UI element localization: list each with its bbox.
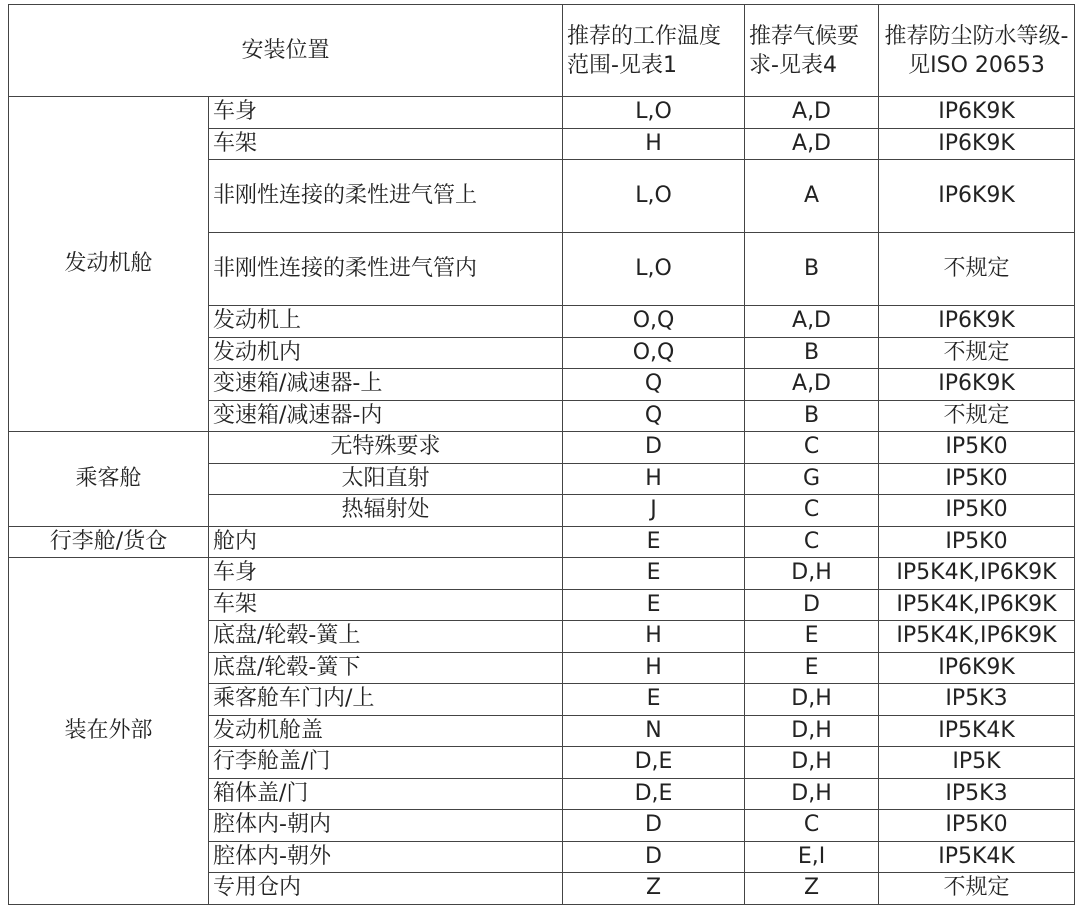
- group-cell: 发动机舱: [9, 97, 209, 432]
- protection-cell: IP5K3: [879, 684, 1075, 716]
- climate-cell: D,H: [745, 684, 879, 716]
- temperature-cell: E: [563, 684, 745, 716]
- protection-cell: IP5K4K: [879, 715, 1075, 747]
- sub-location-cell: 变速箱/减速器-上: [209, 369, 563, 401]
- climate-cell: D,H: [745, 747, 879, 779]
- sub-location-cell: 非刚性连接的柔性进气管内: [209, 233, 563, 306]
- sub-location-cell: 发动机上: [209, 306, 563, 338]
- header-location: 安装位置: [9, 5, 563, 97]
- temperature-cell: H: [563, 463, 745, 495]
- temperature-cell: D,E: [563, 747, 745, 779]
- table-row: [9, 526, 1075, 558]
- temperature-cell: L,O: [563, 160, 745, 233]
- climate-cell: A: [745, 160, 879, 233]
- sub-location-cell: 无特殊要求: [209, 432, 563, 464]
- climate-cell: G: [745, 463, 879, 495]
- group-cell: 装在外部: [9, 558, 209, 905]
- temperature-cell: N: [563, 715, 745, 747]
- temperature-cell: D: [563, 810, 745, 842]
- climate-cell: D: [745, 589, 879, 621]
- header-row: [9, 5, 1075, 97]
- protection-cell: IP5K4K,IP6K9K: [879, 558, 1075, 590]
- temperature-cell: E: [563, 526, 745, 558]
- protection-cell: 不规定: [879, 400, 1075, 432]
- group-cell: 行李舱/货仓: [9, 526, 209, 558]
- protection-cell: IP6K9K: [879, 128, 1075, 160]
- climate-cell: D,H: [745, 558, 879, 590]
- sub-location-cell: 非刚性连接的柔性进气管上: [209, 160, 563, 233]
- sub-location-cell: 腔体内-朝内: [209, 810, 563, 842]
- sub-location-cell: 专用仓内: [209, 873, 563, 905]
- temperature-cell: O,Q: [563, 337, 745, 369]
- temperature-cell: H: [563, 621, 745, 653]
- protection-cell: IP6K9K: [879, 306, 1075, 338]
- climate-cell: B: [745, 337, 879, 369]
- sub-location-cell: 车身: [209, 558, 563, 590]
- protection-cell: IP6K9K: [879, 160, 1075, 233]
- climate-cell: A,D: [745, 306, 879, 338]
- header-climate: 推荐气候要求-见表4: [745, 5, 879, 97]
- sub-location-cell: 行李舱盖/门: [209, 747, 563, 779]
- temperature-cell: D: [563, 432, 745, 464]
- climate-cell: C: [745, 432, 879, 464]
- climate-cell: D,H: [745, 715, 879, 747]
- protection-cell: IP5K0: [879, 432, 1075, 464]
- temperature-cell: Q: [563, 369, 745, 401]
- sub-location-cell: 热辐射处: [209, 495, 563, 527]
- protection-cell: IP5K4K,IP6K9K: [879, 589, 1075, 621]
- protection-cell: 不规定: [879, 873, 1075, 905]
- sub-location-cell: 底盘/轮毂-簧下: [209, 652, 563, 684]
- temperature-cell: Q: [563, 400, 745, 432]
- climate-cell: E: [745, 652, 879, 684]
- temperature-cell: Z: [563, 873, 745, 905]
- table-row: [9, 97, 1075, 129]
- protection-cell: IP5K4K: [879, 841, 1075, 873]
- temperature-cell: O,Q: [563, 306, 745, 338]
- temperature-cell: J: [563, 495, 745, 527]
- sub-location-cell: 腔体内-朝外: [209, 841, 563, 873]
- protection-cell: IP5K0: [879, 495, 1075, 527]
- temperature-cell: L,O: [563, 97, 745, 129]
- climate-cell: C: [745, 495, 879, 527]
- temperature-cell: H: [563, 652, 745, 684]
- protection-cell: IP5K0: [879, 526, 1075, 558]
- climate-cell: A,D: [745, 97, 879, 129]
- protection-cell: IP5K3: [879, 778, 1075, 810]
- protection-cell: IP6K9K: [879, 369, 1075, 401]
- climate-cell: C: [745, 526, 879, 558]
- protection-cell: 不规定: [879, 233, 1075, 306]
- group-cell: 乘客舱: [9, 432, 209, 527]
- sub-location-cell: 发动机内: [209, 337, 563, 369]
- protection-cell: 不规定: [879, 337, 1075, 369]
- sub-location-cell: 箱体盖/门: [209, 778, 563, 810]
- sub-location-cell: 乘客舱车门内/上: [209, 684, 563, 716]
- climate-cell: Z: [745, 873, 879, 905]
- climate-cell: B: [745, 400, 879, 432]
- sub-location-cell: 太阳直射: [209, 463, 563, 495]
- table-row: [9, 432, 1075, 464]
- installation-table: [8, 4, 1075, 905]
- temperature-cell: D: [563, 841, 745, 873]
- sub-location-cell: 底盘/轮毂-簧上: [209, 621, 563, 653]
- climate-cell: D,H: [745, 778, 879, 810]
- sub-location-cell: 车架: [209, 589, 563, 621]
- climate-cell: C: [745, 810, 879, 842]
- protection-cell: IP6K9K: [879, 652, 1075, 684]
- climate-cell: A,D: [745, 128, 879, 160]
- temperature-cell: D,E: [563, 778, 745, 810]
- climate-cell: B: [745, 233, 879, 306]
- protection-cell: IP5K: [879, 747, 1075, 779]
- protection-cell: IP5K0: [879, 810, 1075, 842]
- header-temperature: 推荐的工作温度范围-见表1: [563, 5, 745, 97]
- header-protection: 推荐防尘防水等级-见ISO 20653: [879, 5, 1075, 97]
- protection-cell: IP5K4K,IP6K9K: [879, 621, 1075, 653]
- temperature-cell: E: [563, 589, 745, 621]
- temperature-cell: E: [563, 558, 745, 590]
- protection-cell: IP5K0: [879, 463, 1075, 495]
- temperature-cell: H: [563, 128, 745, 160]
- climate-cell: E: [745, 621, 879, 653]
- table-row: [9, 558, 1075, 590]
- sub-location-cell: 车身: [209, 97, 563, 129]
- sub-location-cell: 变速箱/减速器-内: [209, 400, 563, 432]
- sub-location-cell: 舱内: [209, 526, 563, 558]
- climate-cell: A,D: [745, 369, 879, 401]
- protection-cell: IP6K9K: [879, 97, 1075, 129]
- sub-location-cell: 车架: [209, 128, 563, 160]
- table-body: [9, 97, 1075, 905]
- temperature-cell: L,O: [563, 233, 745, 306]
- sub-location-cell: 发动机舱盖: [209, 715, 563, 747]
- climate-cell: E,I: [745, 841, 879, 873]
